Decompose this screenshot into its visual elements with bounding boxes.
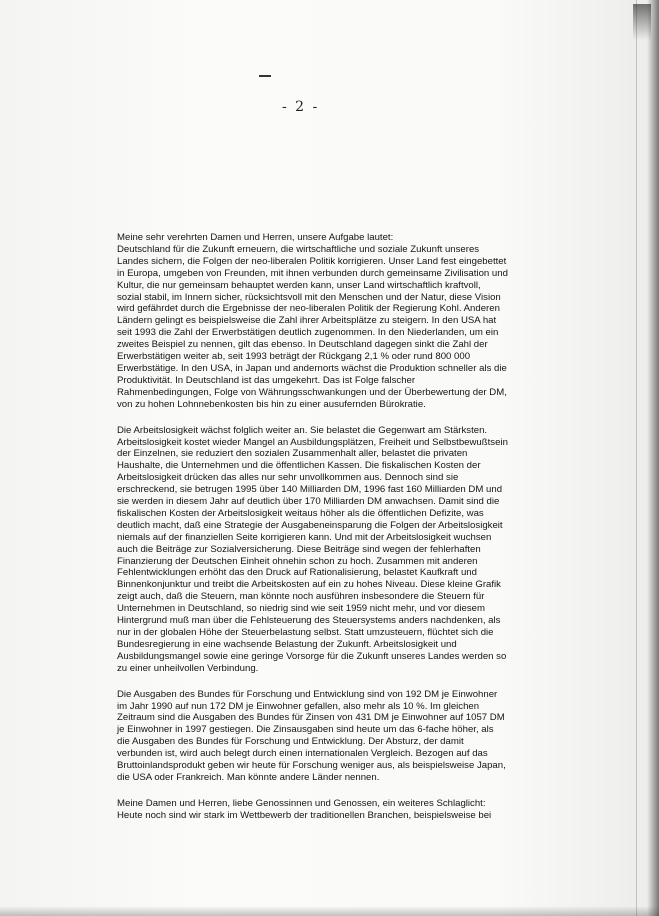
text-line: Fehlentwicklungen erhöht das den Druck auf Rationalisierung, belastet Kaufkraft und	[117, 567, 477, 579]
text-line: zeigt auch, daß die Steuern, man könnte noch ausführen insbesondere die Steuern für	[117, 591, 485, 603]
paragraph-4	[117, 798, 549, 822]
page-number: - 2 -	[282, 99, 320, 115]
text-line: Die Arbeitslosigkeit wächst folglich weiter an. Sie belastet die Gegenwart am Stärksten.	[117, 424, 488, 436]
text-line: Deutschland für die Zukunft erneuern, die wirtschaftliche und soziale Zukunft unseres	[117, 243, 480, 255]
text-line: in Europa, umgeben von Freunden, mit ihnen verbunden durch gemeinsame Zivilisation und	[117, 267, 508, 279]
text-line: sie werden in diesem Jahr auf deutlich über 170 Milliarden DM anwachsen. Damit sind die	[117, 496, 500, 508]
text-line: Unternehmen in Deutschland, so niedrig sind wie seit 1959 nicht mehr, und vor diesem	[117, 603, 485, 615]
text-line: Finanzierung der Deutschen Einheit ohnehin schon zu hoch. Zusammen mit anderen	[117, 555, 478, 567]
header-dash	[259, 75, 271, 77]
text-line: Bundesregierung in eine wachsende Belastung der Zukunft. Arbeitslosigkeit und	[117, 638, 457, 650]
text-line: Meine sehr verehrten Damen und Herren, unsere Aufgabe lautet:	[117, 232, 394, 243]
text-line: Meine Damen und Herren, liebe Genossinnen und Genossen, ein weiteres Schlaglicht:	[117, 797, 486, 809]
text-line: Heute noch sind wir stark im Wettbewerb der traditionellen Branchen, beispielsweise bei	[117, 809, 492, 821]
text-line: Ausbildungsmangel sowie eine geringe Vorsorge für die Zukunft unseres Landes werden so	[117, 650, 507, 662]
text-line: zu einer unheilvollen Verbindung.	[117, 662, 259, 674]
scan-bottom-edge	[0, 906, 659, 916]
paragraph-1	[117, 232, 549, 411]
scan-edge-line	[636, 0, 637, 916]
text-line: Die Ausgaben des Bundes für Forschung und Entwicklung sind von 192 DM je Einwohner	[117, 688, 498, 700]
text-line: sozial stabil, im Innern sicher, rücksichtsvoll mit den Menschen und der Natur, diese Vision	[117, 291, 501, 303]
text-line: wird gefährdet durch die Ergebnisse der neo-liberalen Politik der Regierung Kohl. Anderen	[117, 303, 500, 315]
text-line: die USA oder Frankreich. Man könnte andere Länder nennen.	[117, 771, 380, 783]
paragraph-3	[117, 689, 549, 784]
text-line: Landes sichern, die Folgen der neo-liberalen Politik korrigieren. Unser Land fest eingebettet	[117, 255, 507, 267]
text-line: auch die Beiträge zur Sozialversicherung. Diese Beiträge sind wegen der fehlerhaften	[117, 543, 481, 555]
text-line: deutlich macht, daß eine Strategie der Ausgabeneinsparung die Folgen der Arbeitslosigkeit	[117, 519, 503, 531]
text-line: im Jahr 1990 auf nun 172 DM je Einwohner gefallen, also mehr als 10 %. Im gleichen	[117, 700, 480, 712]
text-line: Erwerbstätige. In den USA, in Japan und andernorts wächst die Produktion schneller als die	[117, 362, 507, 374]
paragraph-2	[117, 425, 549, 675]
document-body	[117, 232, 549, 822]
text-line: Arbeitslosigkeit drücken das alles nur sehr unvollkommen aus. Dennoch sind sie	[117, 472, 459, 484]
text-line: die Ausgaben des Bundes für Forschung und Entwicklung. Der Absturz, der damit	[117, 736, 464, 748]
text-line: niemals auf der finanziellen Seite korrigieren kann. Und mit der Arbeitslosigkeit wuchsen	[117, 531, 492, 543]
text-line: Hintergrund muß man über die Fehlsteuerung des Steuersystems anders nachdenken, als	[117, 615, 501, 627]
scan-corner-shadow	[633, 4, 651, 40]
text-line: von zu hohen Lohnnebenkosten bis hin zu einer ausufernden Bürokratie.	[117, 398, 426, 410]
text-line: Produktivität. In Deutschland ist das umgekehrt. Das ist Folge falscher	[117, 374, 416, 386]
text-line: erschreckend, sie betrugen 1995 über 140 Milliarden DM, 1996 fast 160 Milliarden DM und	[117, 484, 503, 496]
text-line: je Einwohner in 1997 gestiegen. Die Zinsausgaben sind heute um das 6-fache höher, als	[117, 724, 494, 736]
text-line: seit 1993 die Zahl der Erwerbstätigen deutlich zugenommen. In den Niederlanden, um ein	[117, 327, 499, 339]
text-line: zweites Beispiel zu nennen, gilt das ebenso. In Deutschland dagegen sinkt die Zahl der	[117, 339, 488, 351]
text-line: Binnenkonjunktur und treibt die Arbeitskosten auf ein zu hohes Niveau. Diese kleine Grafik	[117, 579, 501, 591]
text-line: der Einzelnen, sie reduziert den sozialen Zusammenhalt aller, belastet die privaten	[117, 448, 468, 460]
text-line: Zeitraum sind die Ausgaben des Bundes für Zinsen von 431 DM je Einwohner auf 1057 DM	[117, 712, 505, 724]
text-line: Arbeitslosigkeit kostet wieder Mangel an Ausbildungsplätzen, Freiheit und Selbstbewußtsein	[117, 436, 508, 448]
text-line: fiskalischen Kosten der Arbeitslosigkeit weitaus höher als die öffentlichen Defizite, was	[117, 507, 484, 519]
text-line: Haushalte, die Unternehmen und die öffentlichen Kassen. Die fiskalischen Kosten der	[117, 460, 481, 472]
text-line: Rahmenbedingungen, Folge von Währungsschwankungen und der Überbewertung der DM,	[117, 386, 507, 398]
text-line: Erwerbstätigen weiter ab, seit 1993 beträgt der Rückgang 2,1 % oder rund 800 000	[117, 351, 471, 363]
text-line: verbunden ist, wird auch belegt durch einen internationalen Vergleich. Bezogen auf das	[117, 748, 488, 760]
text-line: Bruttoinlandsprodukt geben wir heute für Forschung weniger aus, als beispielsweise Japan,	[117, 760, 506, 772]
text-line: nur in der globalen Höhe der Steuerbelastung selbst. Statt umzusteuern, flüchtet sich die	[117, 627, 494, 638]
text-line: Kultur, die nur gemeinsam behauptet werden kann, unser Land wirtschaftlich kraftvoll,	[117, 279, 481, 291]
text-line: Ländern gelingt es beispielsweise die Zahl ihrer Arbeitsplätze zu steigern. In den USA hat	[117, 315, 497, 327]
scan-edge-shadow	[647, 0, 659, 916]
